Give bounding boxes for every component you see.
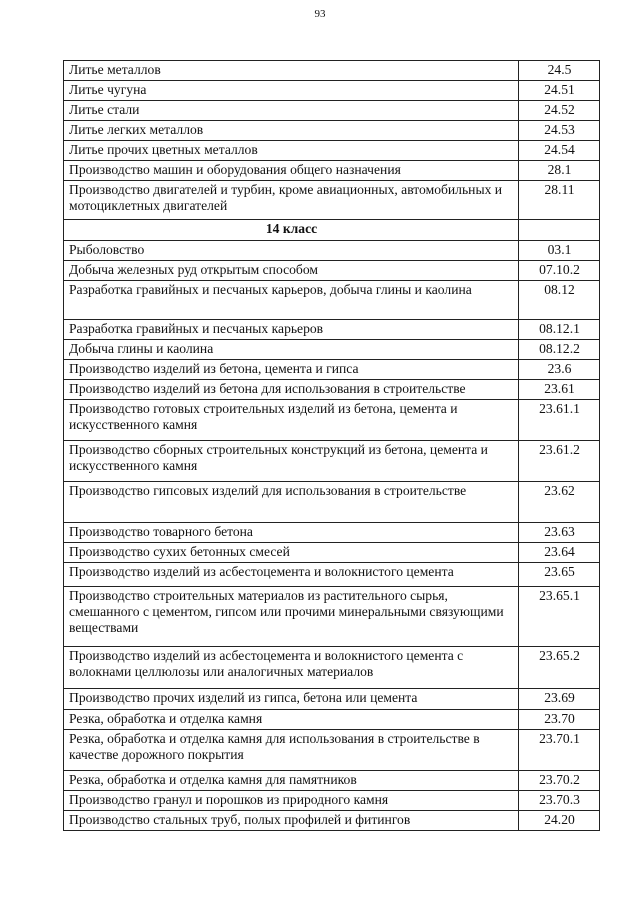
activity-code-cell: 24.53 <box>519 121 600 141</box>
activity-name-cell: Производство стальных труб, полых профилей и фитингов <box>64 811 519 831</box>
activity-code-cell: 23.61.2 <box>519 441 600 482</box>
activity-code-cell: 23.63 <box>519 523 600 543</box>
activity-code-cell: 28.1 <box>519 161 600 181</box>
table-row <box>64 241 600 261</box>
activity-name-cell: Добыча глины и каолина <box>64 340 519 360</box>
table-row <box>64 563 600 587</box>
table-row <box>64 360 600 380</box>
table-row <box>64 689 600 710</box>
activity-name-cell: Резка, обработка и отделка камня для памятников <box>64 771 519 791</box>
activity-name-cell: Производство изделий из асбестоцемента и волокнистого цемента с волокнами целлюлозы или аналогичных материалов <box>64 647 519 689</box>
table-row <box>64 441 600 482</box>
table-row <box>64 340 600 360</box>
activity-code-cell: 23.62 <box>519 482 600 523</box>
activity-code-cell: 24.5 <box>519 61 600 81</box>
activity-name-cell: Производство прочих изделий из гипса, бетона или цемента <box>64 689 519 710</box>
activity-code-cell: 24.20 <box>519 811 600 831</box>
activity-name-cell: Разработка гравийных и песчаных карьеров <box>64 320 519 340</box>
table-row <box>64 121 600 141</box>
activity-name-cell: Производство изделий из бетона, цемента и гипса <box>64 360 519 380</box>
table-row <box>64 141 600 161</box>
activity-name-cell: Производство гранул и порошков из природного камня <box>64 791 519 811</box>
activity-code-table <box>63 60 600 831</box>
table-row <box>64 647 600 689</box>
activity-code-cell: 23.65.1 <box>519 587 600 647</box>
table-row <box>64 710 600 730</box>
activity-code-cell: 23.70 <box>519 710 600 730</box>
activity-code-cell: 23.64 <box>519 543 600 563</box>
activity-code-cell: 23.6 <box>519 360 600 380</box>
activity-code-cell: 23.61 <box>519 380 600 400</box>
activity-code-cell: 23.65.2 <box>519 647 600 689</box>
activity-name-cell: Литье чугуна <box>64 81 519 101</box>
activity-name-cell: Производство изделий из бетона для использования в строительстве <box>64 380 519 400</box>
activity-code-cell: 23.70.2 <box>519 771 600 791</box>
table-row <box>64 523 600 543</box>
table-row <box>64 61 600 81</box>
table-row <box>64 320 600 340</box>
activity-name-cell: Производство сборных строительных конструкций из бетона, цемента и искусственного камня <box>64 441 519 482</box>
activity-name-cell: Резка, обработка и отделка камня <box>64 710 519 730</box>
table-row <box>64 380 600 400</box>
table-row <box>64 730 600 771</box>
table-row <box>64 771 600 791</box>
activity-code-cell: 08.12 <box>519 281 600 320</box>
table-row <box>64 791 600 811</box>
activity-name-cell: Литье стали <box>64 101 519 121</box>
table-row <box>64 543 600 563</box>
activity-name-cell: Производство гипсовых изделий для использования в строительстве <box>64 482 519 523</box>
activity-code-cell: 28.11 <box>519 181 600 220</box>
activity-code-cell: 24.52 <box>519 101 600 121</box>
activity-code-cell: 23.69 <box>519 689 600 710</box>
activity-name-cell: Добыча железных руд открытым способом <box>64 261 519 281</box>
activity-name-cell: Литье легких металлов <box>64 121 519 141</box>
activity-code-cell: 23.65 <box>519 563 600 587</box>
activity-code-cell: 23.61.1 <box>519 400 600 441</box>
activity-name-cell: Производство машин и оборудования общего назначения <box>64 161 519 181</box>
activity-code-cell: 08.12.1 <box>519 320 600 340</box>
activity-name-cell: Производство сухих бетонных смесей <box>64 543 519 563</box>
table-row <box>64 811 600 831</box>
table-row <box>64 101 600 121</box>
table-row <box>64 81 600 101</box>
activity-name-cell: Производство изделий из асбестоцемента и волокнистого цемента <box>64 563 519 587</box>
activity-name-cell: Резка, обработка и отделка камня для использования в строительстве в качестве дорожного покрытия <box>64 730 519 771</box>
table-row <box>64 181 600 220</box>
activity-code-cell: 23.70.1 <box>519 730 600 771</box>
activity-name-cell: Производство двигателей и турбин, кроме авиационных, автомобильных и мотоциклетных двигателей <box>64 181 519 220</box>
table-row <box>64 400 600 441</box>
activity-code-cell: 07.10.2 <box>519 261 600 281</box>
activity-name-cell: Литье прочих цветных металлов <box>64 141 519 161</box>
activity-name-cell: Рыболовство <box>64 241 519 261</box>
activity-code-cell: 24.54 <box>519 141 600 161</box>
activity-code-cell: 03.1 <box>519 241 600 261</box>
table-row <box>64 482 600 523</box>
activity-name-cell: Производство товарного бетона <box>64 523 519 543</box>
table-body <box>64 61 600 831</box>
activity-name-cell: Литье металлов <box>64 61 519 81</box>
section-header-row <box>64 220 600 241</box>
section-title: 14 класс <box>64 220 519 241</box>
table-row <box>64 261 600 281</box>
table-row <box>64 281 600 320</box>
activity-code-cell: 08.12.2 <box>519 340 600 360</box>
activity-code-cell: 24.51 <box>519 81 600 101</box>
page-number: 93 <box>314 8 326 20</box>
table-row <box>64 587 600 647</box>
activity-name-cell: Производство готовых строительных изделий из бетона, цемента и искусственного камня <box>64 400 519 441</box>
table-row <box>64 161 600 181</box>
activity-name-cell: Производство строительных материалов из растительного сырья, смешанного с цементом, гипсом или прочими минеральными связующими веществами <box>64 587 519 647</box>
activity-code-cell: 23.70.3 <box>519 791 600 811</box>
activity-code-cell <box>519 220 600 241</box>
activity-name-cell: Разработка гравийных и песчаных карьеров, добыча глины и каолина <box>64 281 519 320</box>
